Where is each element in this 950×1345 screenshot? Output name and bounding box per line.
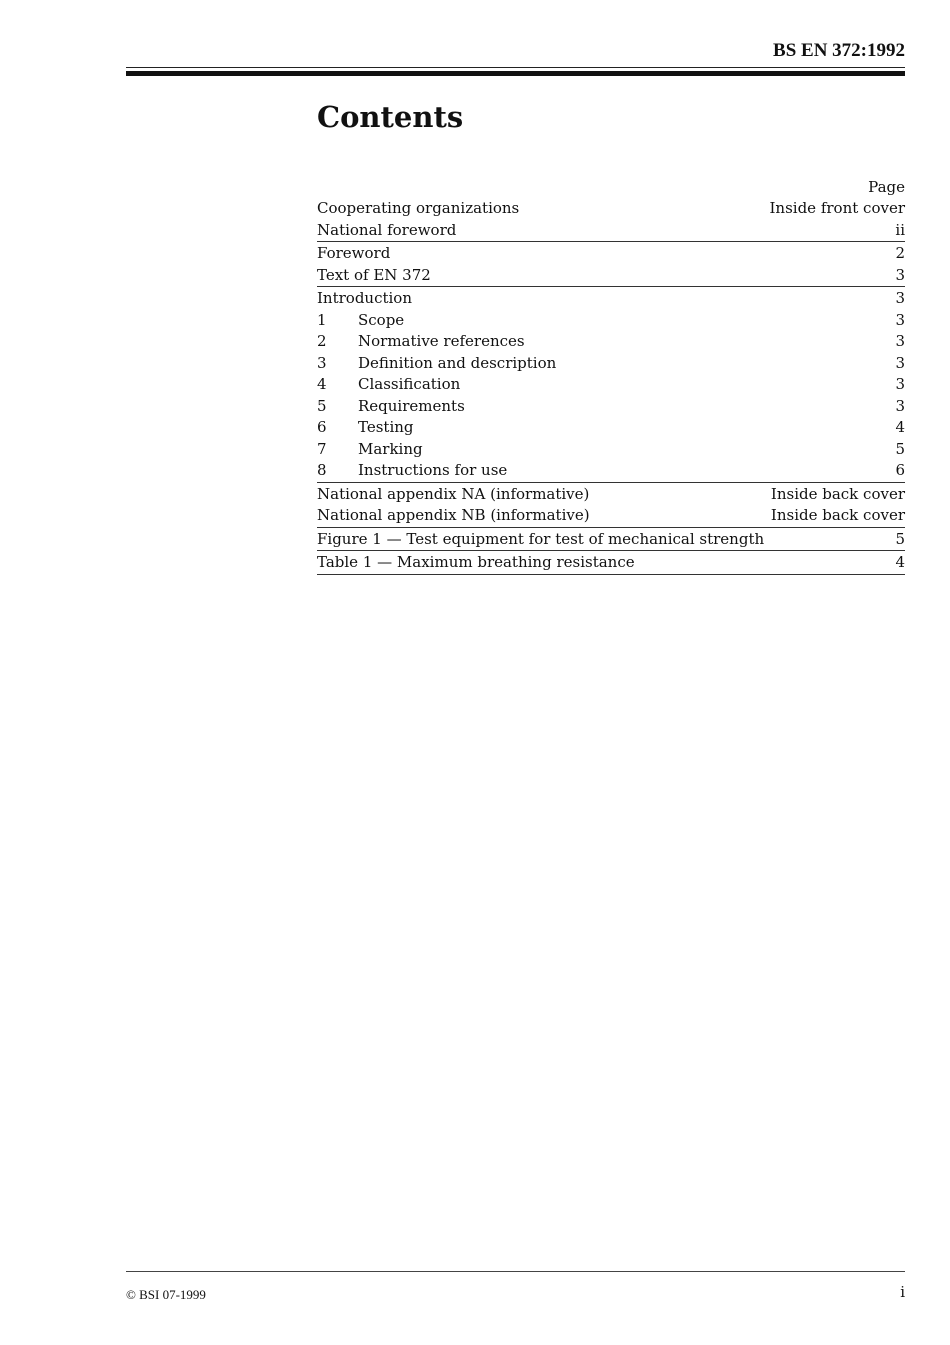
toc-entry-label: Figure 1 — Test equipment for test of mechanical strength bbox=[317, 529, 765, 548]
toc-entry-number: 4 bbox=[317, 375, 327, 393]
toc-row[interactable] bbox=[317, 396, 905, 418]
toc-entry-label: Introduction bbox=[317, 289, 412, 307]
toc-entry-page: 2 bbox=[895, 244, 905, 262]
toc-entry-label: National foreword bbox=[317, 220, 457, 239]
toc-row[interactable] bbox=[317, 220, 905, 242]
toc-entry-page: 3 bbox=[895, 310, 905, 329]
toc-entry-page: 5 bbox=[895, 439, 905, 458]
toc-entry-page: 3 bbox=[895, 289, 905, 307]
toc-entry-page: 3 bbox=[895, 375, 905, 393]
toc-page-header: Page bbox=[868, 178, 905, 196]
table-of-contents bbox=[317, 177, 905, 575]
toc-entry-label: Cooperating organizations bbox=[317, 199, 520, 217]
toc-entry-label: Text of EN 372 bbox=[317, 265, 431, 284]
toc-entry-page: Inside back cover bbox=[770, 506, 905, 524]
toc-entry-number: 3 bbox=[317, 353, 327, 372]
toc-entry-page: 6 bbox=[895, 461, 905, 479]
toc-row[interactable] bbox=[317, 527, 905, 551]
toc-entry-label: 8 Instructions for use bbox=[317, 461, 508, 479]
toc-entry-label: 6 Testing bbox=[317, 418, 414, 436]
toc-row[interactable] bbox=[317, 374, 905, 396]
toc-entry-number: 6 bbox=[317, 418, 327, 436]
page-title: Contents bbox=[317, 100, 464, 134]
toc-row[interactable] bbox=[317, 417, 905, 439]
toc-row[interactable] bbox=[317, 331, 905, 353]
header-rule-thin bbox=[126, 67, 905, 68]
toc-entry-label: National appendix NA (informative) bbox=[317, 484, 590, 503]
toc-entry-page: 4 bbox=[895, 418, 905, 436]
toc-entry-label: 1 Scope bbox=[317, 310, 405, 329]
document-id: BS EN 372:1992 bbox=[773, 40, 905, 61]
toc-entry-page: 4 bbox=[895, 553, 905, 571]
toc-entry-label: Foreword bbox=[317, 244, 391, 262]
toc-entry-number: 8 bbox=[317, 461, 327, 479]
toc-row[interactable] bbox=[317, 198, 905, 220]
toc-entry-number: 7 bbox=[317, 439, 327, 458]
toc-entry-page: 3 bbox=[895, 265, 905, 284]
footer-rule bbox=[126, 1271, 905, 1272]
toc-entry-number: 5 bbox=[317, 396, 327, 415]
toc-entry-label: 3 Definition and description bbox=[317, 353, 557, 372]
toc-entry-label: 5 Requirements bbox=[317, 396, 465, 415]
footer-copyright: © BSI 07-1999 bbox=[126, 1287, 206, 1302]
toc-row[interactable] bbox=[317, 265, 905, 287]
toc-entry-label: 7 Marking bbox=[317, 439, 423, 458]
toc-entry-page: 5 bbox=[895, 529, 905, 548]
toc-entry-page: Inside front cover bbox=[769, 199, 905, 217]
toc-entry-label: National appendix NB (informative) bbox=[317, 506, 590, 524]
toc-row[interactable] bbox=[317, 310, 905, 332]
toc-entry-page: 3 bbox=[895, 332, 905, 350]
toc-entry-page: ii bbox=[895, 220, 905, 239]
toc-row[interactable] bbox=[317, 550, 905, 575]
toc-row[interactable] bbox=[317, 439, 905, 461]
toc-row[interactable] bbox=[317, 460, 905, 482]
toc-entry-label: 4 Classification bbox=[317, 375, 461, 393]
toc-row[interactable] bbox=[317, 482, 905, 506]
footer-page-number: i bbox=[900, 1283, 905, 1301]
toc-row[interactable] bbox=[317, 353, 905, 375]
toc-row[interactable] bbox=[317, 505, 905, 527]
header-rule-thick bbox=[126, 71, 905, 76]
toc-entry-page: 3 bbox=[895, 353, 905, 372]
toc-row[interactable] bbox=[317, 286, 905, 310]
toc-entry-number: 2 bbox=[317, 332, 327, 350]
toc-entry-number: 1 bbox=[317, 310, 327, 329]
toc-entry-page: 3 bbox=[895, 396, 905, 415]
toc-entry-page: Inside back cover bbox=[770, 484, 905, 503]
toc-row[interactable] bbox=[317, 241, 905, 265]
toc-entry-label: 2 Normative references bbox=[317, 332, 525, 350]
toc-entry-label: Table 1 — Maximum breathing resistance bbox=[317, 553, 635, 571]
